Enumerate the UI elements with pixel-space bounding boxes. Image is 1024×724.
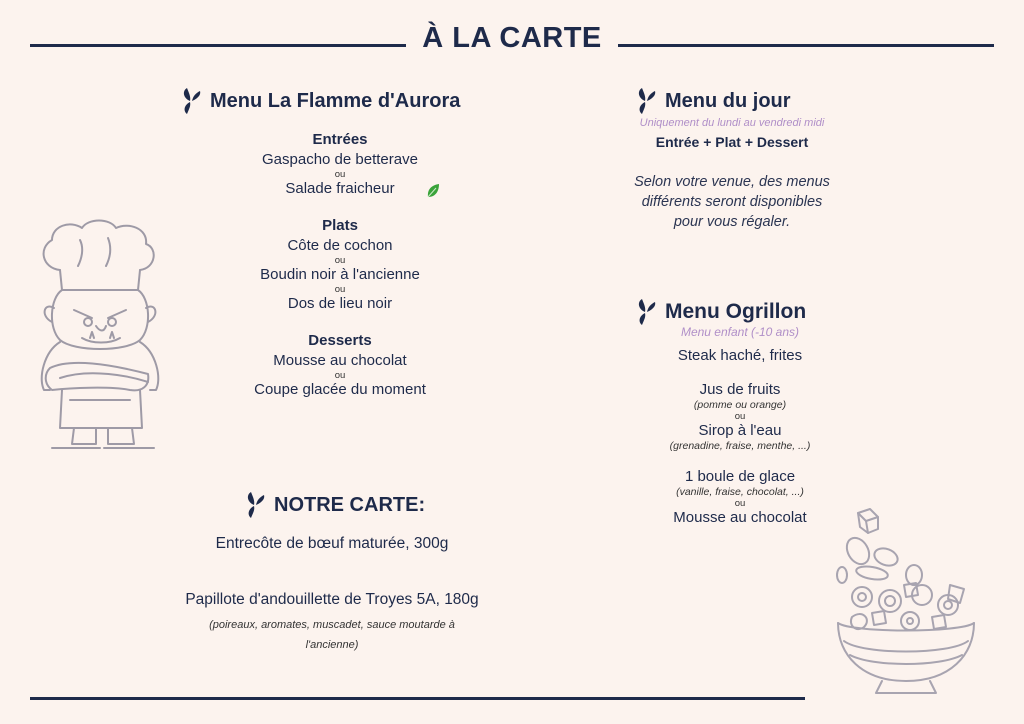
menu-flamme-list (220, 130, 460, 399)
list-item: Coupe glacée du moment (254, 381, 426, 398)
item-note: l'ancienne) (305, 639, 359, 651)
item-note: (grenadine, fraise, menthe, ...) (669, 440, 811, 452)
list-item: Salade fraicheur (285, 180, 395, 197)
description-line: différents seront disponibles (641, 194, 823, 210)
page-title: À LA CARTE (422, 22, 602, 54)
menu-jour-body (600, 117, 864, 232)
entrees-label: Entrées (312, 131, 368, 148)
notre-carte-heading (244, 490, 425, 520)
leaf-logo-icon (244, 490, 266, 520)
separator-ou: ou (334, 255, 346, 266)
list-item: Steak haché, frites (677, 347, 803, 364)
menu-jour-formula: Entrée + Plat + Dessert (655, 134, 809, 150)
list-item: Gaspacho de betterave (262, 151, 418, 168)
notre-carte-body (150, 535, 514, 651)
separator-ou: ou (334, 169, 346, 180)
list-item: 1 boule de glace (684, 468, 796, 485)
chef-illustration (30, 218, 175, 456)
menu-jour-title: Menu du jour (665, 89, 791, 112)
leaf-logo-icon (635, 86, 657, 116)
list-item: Papillote d'andouillette de Troyes 5A, 180g (185, 591, 479, 608)
footer-rule (30, 697, 805, 700)
menu-ogrillon-heading (635, 297, 806, 327)
notre-carte-title: NOTRE CARTE: (274, 493, 426, 516)
salad-bowl-illustration (832, 505, 980, 700)
desserts-label: Desserts (308, 332, 372, 349)
menu-ogrillon-subtitle: Menu enfant (-10 ans) (680, 325, 800, 339)
vegetarian-leaf-icon (426, 183, 440, 199)
description-line: Selon votre venue, des menus (634, 174, 830, 190)
menu-flamme-heading (180, 86, 460, 116)
plats-label: Plats (322, 217, 358, 234)
list-item: Entrecôte de bœuf maturée, 300g (215, 535, 449, 552)
list-item: Côte de cochon (287, 237, 393, 254)
separator-ou: ou (334, 370, 346, 381)
menu-flamme-title: Menu La Flamme d'Aurora (210, 89, 461, 112)
item-note: (pomme ou orange) (693, 399, 787, 411)
leaf-logo-icon (635, 297, 657, 327)
header-rule-right (618, 44, 994, 47)
separator-ou: ou (734, 411, 746, 422)
separator-ou: ou (334, 284, 346, 295)
menu-jour-description (600, 172, 864, 232)
header-rule-left (30, 44, 406, 47)
menu-jour-heading (635, 86, 791, 116)
separator-ou: ou (734, 498, 746, 509)
menu-ogrillon-body (620, 325, 860, 527)
list-item: Boudin noir à l'ancienne (260, 266, 420, 283)
leaf-logo-icon (180, 86, 202, 116)
list-item: Jus de fruits (699, 381, 781, 398)
list-item: Mousse au chocolat (673, 509, 807, 526)
description-line: pour vous régaler. (673, 214, 791, 230)
menu-jour-subtitle: Uniquement du lundi au vendredi midi (639, 117, 825, 129)
list-item: Mousse au chocolat (273, 352, 407, 369)
list-item: Sirop à l'eau (698, 422, 782, 439)
item-note: (vanille, fraise, chocolat, ...) (676, 486, 804, 498)
list-item: Dos de lieu noir (287, 295, 393, 312)
menu-ogrillon-title: Menu Ogrillon (665, 300, 807, 323)
item-note: (poireaux, aromates, muscadet, sauce moutarde à (209, 619, 455, 631)
